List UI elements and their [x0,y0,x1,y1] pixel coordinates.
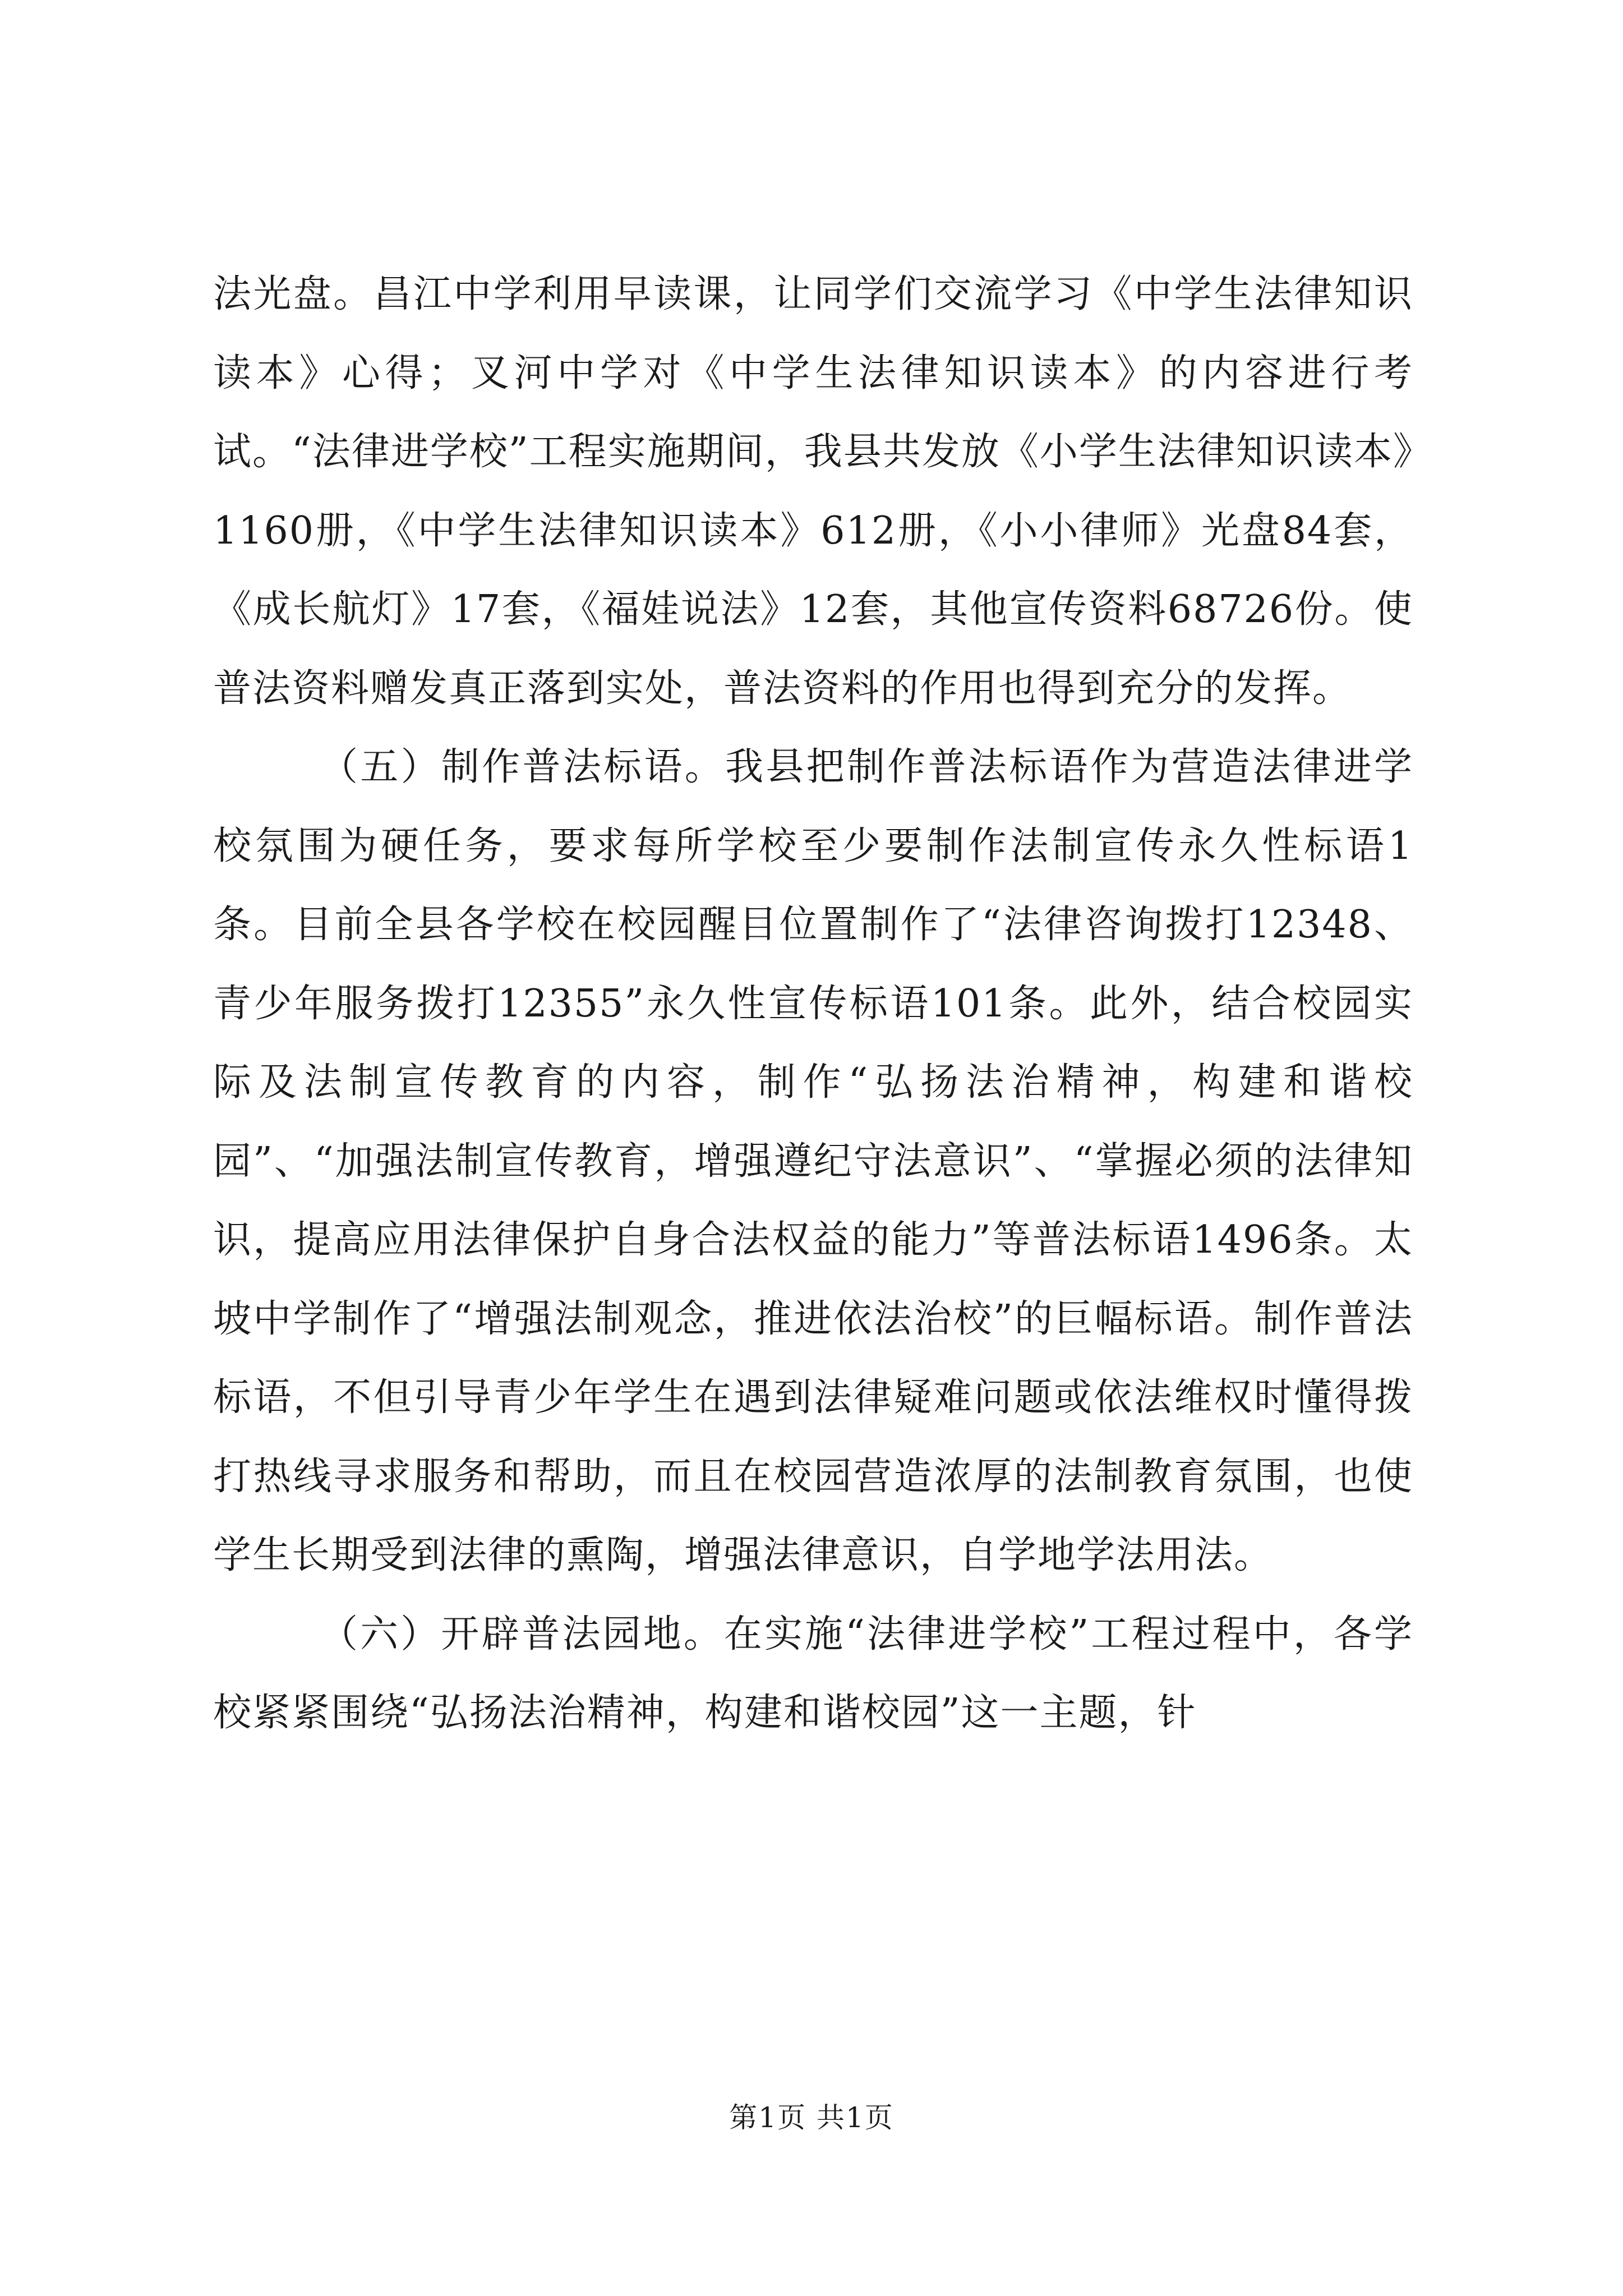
paragraph-section-six: （六）开辟普法园地。在实施“法律进学校”工程过程中，各学校紧紧围绕“弘扬法治精神，构建和谐校园”这一主题，针 [213,1612,1413,1735]
document-body [213,255,1413,1753]
paragraph-section-five: （五）制作普法标语。我县把制作普法标语作为营造法律进学校氛围为硬任务，要求每所学校至少要制作法制宣传永久性标语1条。目前全县各学校在校园醒目位置制作了“法律咨询拨打12348、青少年服务拨打12355”永久性宣传标语101条。此外，结合校园实际及法制宣传教育的内容，制作“弘扬法治精神，构建和谐校园”、“加强法制宣传教育，增强遵纪守法意识”、“掌握必须的法律知识，提高应用法律保护自身合法权益的能力”等普法标语1496条。太坡中学制作了“增强法制观念，推进依法治校”的巨幅标语。制作普法标语，不但引导青少年学生在遇到法律疑难问题或依法维权时懂得拨打热线寻求服务和帮助，而且在校园营造浓厚的法制教育氛围，也使学生长期受到法律的熏陶，增强法律意识，自学地学法用法。 [213,745,1413,1577]
paragraph-continued: 法光盘。昌江中学利用早读课，让同学们交流学习《中学生法律知识读本》心得；叉河中学对《中学生法律知识读本》的内容进行考试。“法律进学校”工程实施期间，我县共发放《小学生法律知识读本》1160册，《中学生法律知识读本》612册，《小小律师》光盘84套，《成长航灯》17套，《福娃说法》12套，其他宣传资料68726份。使普法资料赠发真正落到实处，普法资料的作用也得到充分的发挥。 [213,272,1413,711]
page-footer: 第1页 共1页 [729,2101,894,2134]
